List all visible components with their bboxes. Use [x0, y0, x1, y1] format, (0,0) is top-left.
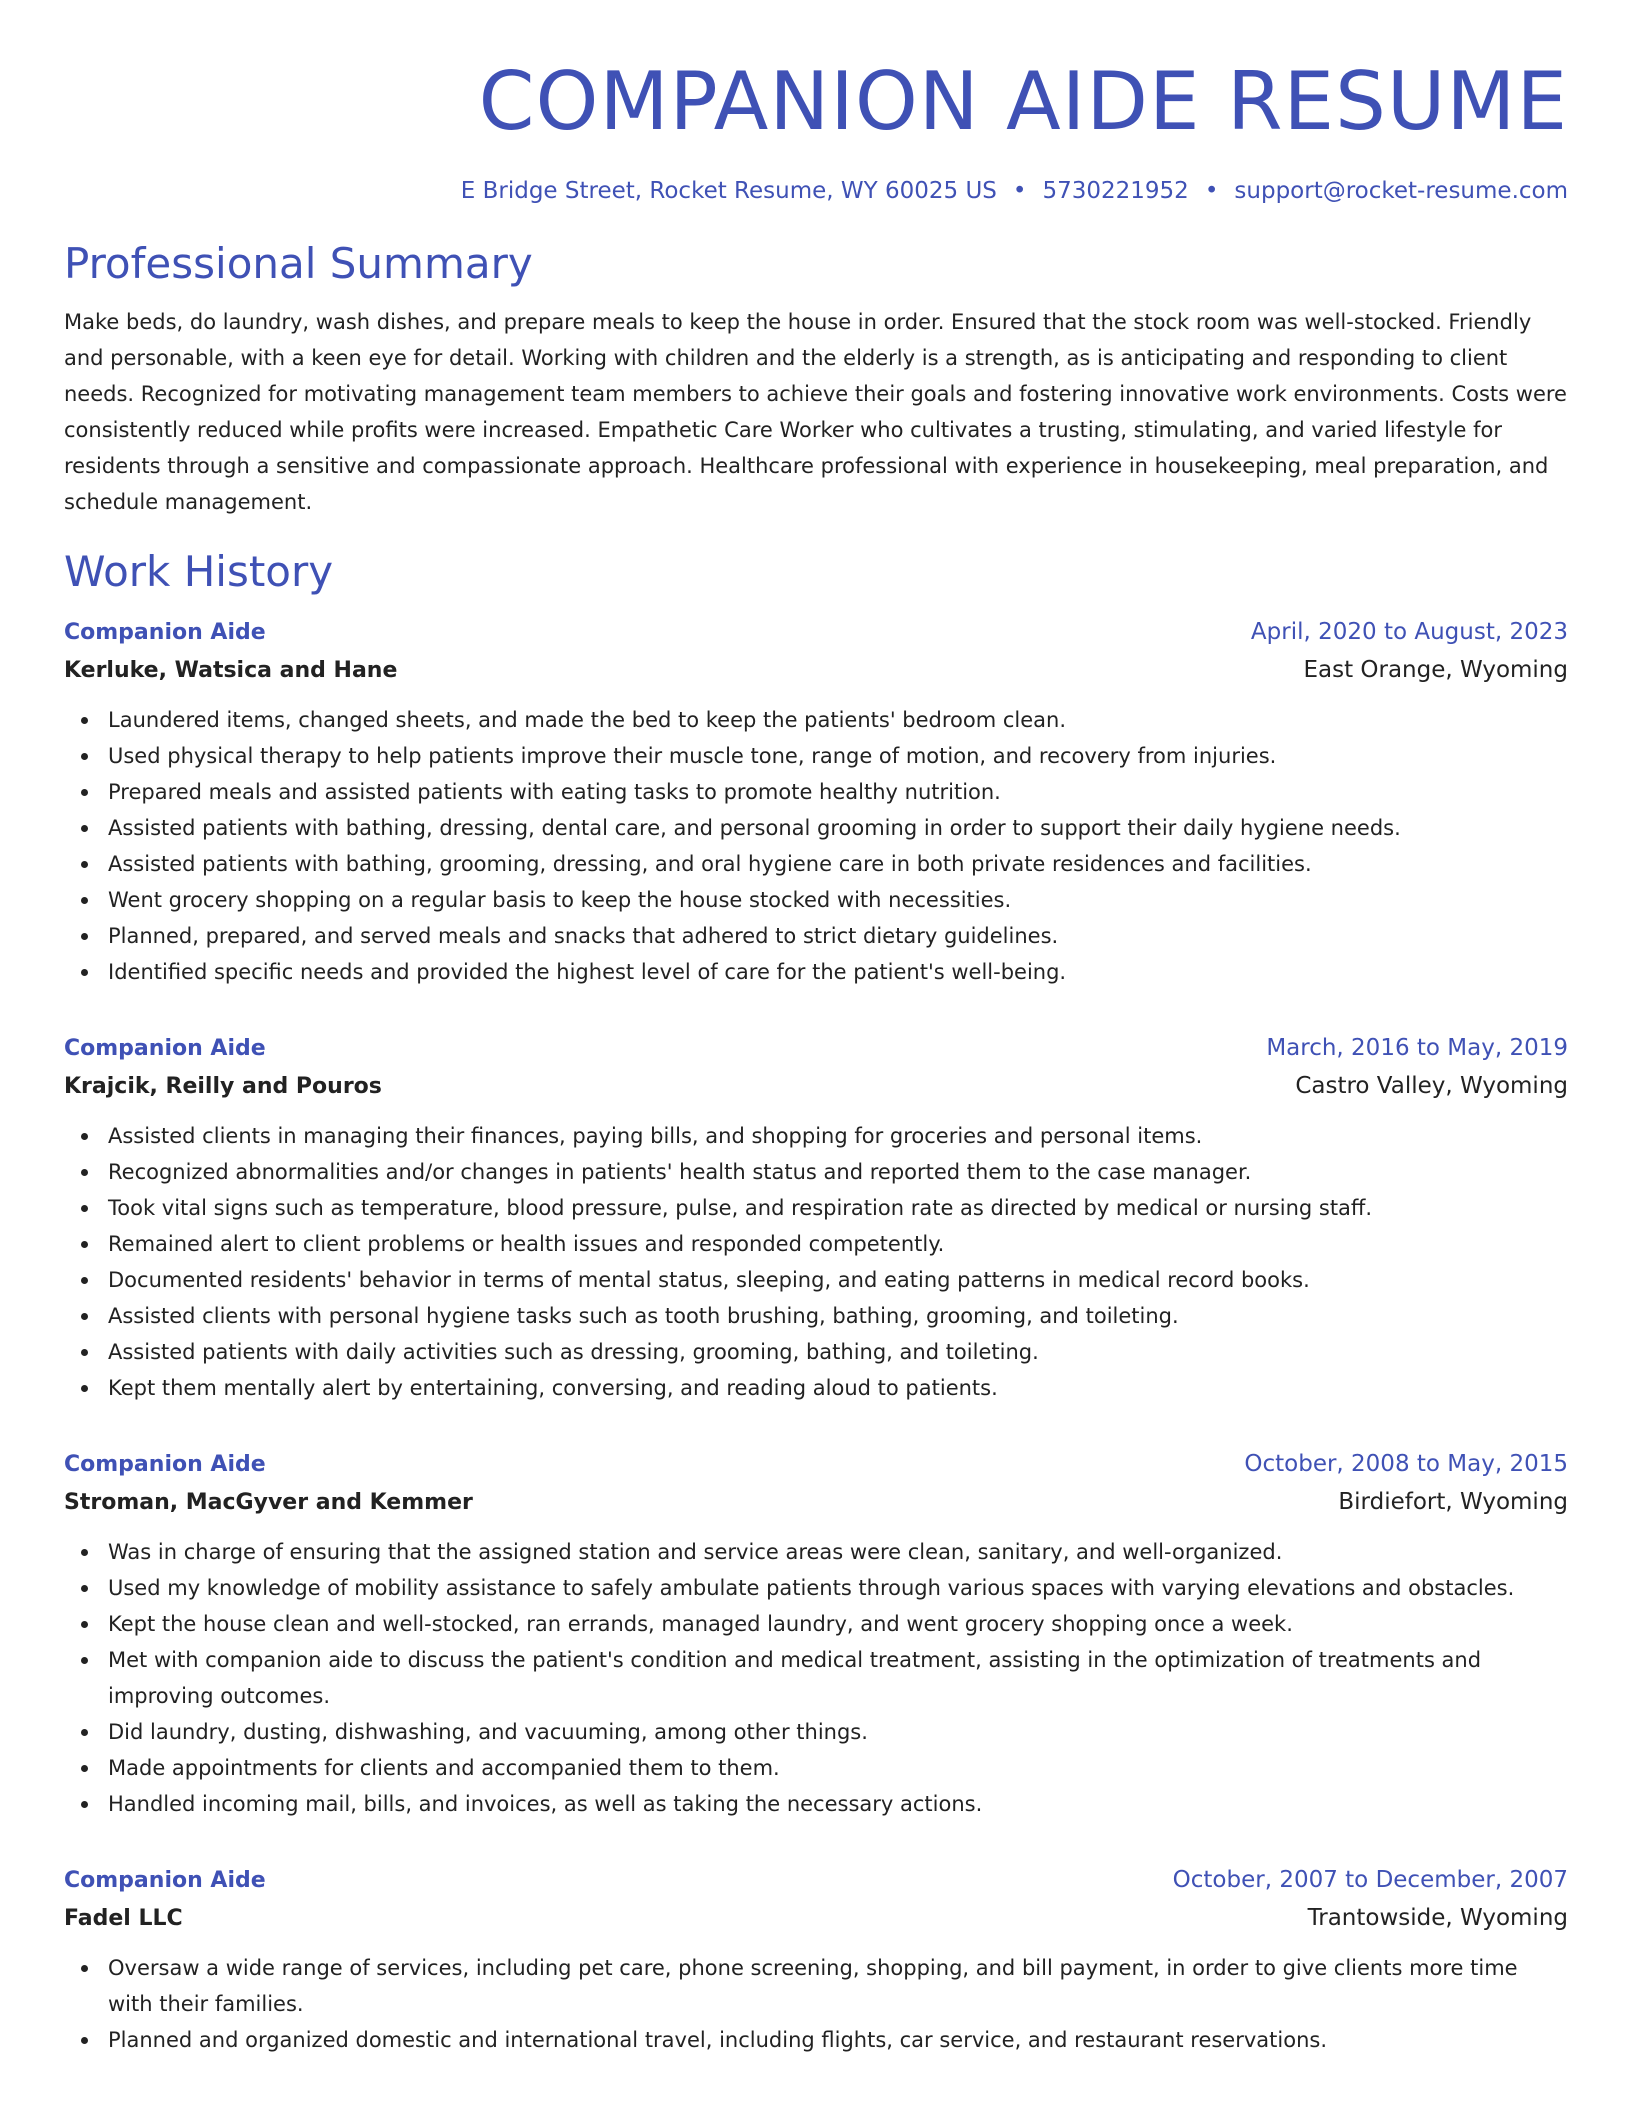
job-company: Fadel LLC — [64, 1906, 183, 1931]
job-location: Birdiefort, Wyoming — [1338, 1489, 1568, 1515]
bullet-item: Identified specific needs and provided the highest level of care for the patient's well-being. — [108, 954, 1568, 990]
bullet-item: Assisted patients with daily activities such as dressing, grooming, bathing, and toileting. — [108, 1334, 1568, 1370]
job-title-row — [64, 614, 1568, 651]
bullet-item: Was in charge of ensuring that the assigned station and service areas were clean, sanitary, and well-organized. — [108, 1534, 1568, 1570]
job-entry — [64, 614, 1568, 990]
bullet-item: Assisted clients with personal hygiene tasks such as tooth brushing, bathing, grooming, and toileting. — [108, 1298, 1568, 1334]
contact-address: E Bridge Street, Rocket Resume, WY 60025 US — [460, 178, 997, 204]
bullet-item: Recognized abnormalities and/or changes in patients' health status and reported them to the case manager. — [108, 1154, 1568, 1190]
job-title: Companion Aide — [64, 1868, 266, 1893]
job-title-row — [64, 1446, 1568, 1483]
job-dates: April, 2020 to August, 2023 — [1250, 619, 1568, 645]
job-company: Stroman, MacGyver and Kemmer — [64, 1490, 473, 1515]
job-company-row — [64, 1067, 1568, 1106]
bullet-item: Took vital signs such as temperature, blood pressure, pulse, and respiration rate as directed by medical or nursing staff. — [108, 1190, 1568, 1226]
contact-email[interactable]: support@rocket-resume.com — [1234, 178, 1568, 204]
bullet-item: Assisted clients in managing their finances, paying bills, and shopping for groceries and personal items. — [108, 1118, 1568, 1154]
bullet-item: Used my knowledge of mobility assistance to safely ambulate patients through various spaces with varying elevations and obstacles. — [108, 1570, 1568, 1606]
summary-heading: Professional Summary — [64, 239, 533, 288]
contact-phone: 5730221952 — [1042, 178, 1189, 204]
job-location: Castro Valley, Wyoming — [1295, 1073, 1568, 1099]
bullet-item: Prepared meals and assisted patients with eating tasks to promote healthy nutrition. — [108, 774, 1568, 810]
job-company-row — [64, 651, 1568, 690]
bullet-item: Used physical therapy to help patients improve their muscle tone, range of motion, and recovery from injuries. — [108, 738, 1568, 774]
job-entry — [64, 1030, 1568, 1406]
bullet-item: Kept the house clean and well-stocked, ran errands, managed laundry, and went grocery shopping once a week. — [108, 1606, 1568, 1642]
bullet-item: Planned and organized domestic and international travel, including flights, car service, and restaurant reservations. — [108, 2022, 1568, 2058]
resume-title: COMPANION AIDE RESUME — [478, 55, 1568, 148]
bullet-item: Went grocery shopping on a regular basis to keep the house stocked with necessities. — [108, 882, 1568, 918]
job-company: Krajcik, Reilly and Pouros — [64, 1074, 382, 1099]
job-company: Kerluke, Watsica and Hane — [64, 658, 398, 683]
contact-separator: • — [1012, 178, 1027, 204]
bullet-item: Documented residents' behavior in terms of mental status, sleeping, and eating patterns in medical record books. — [108, 1262, 1568, 1298]
bullet-item: Planned, prepared, and served meals and snacks that adhered to strict dietary guidelines. — [108, 918, 1568, 954]
summary-text: Make beds, do laundry, wash dishes, and prepare meals to keep the house in order. Ensured that the stock room was well-stocked. Friendly and personable, with a keen eye for detail. Working with children and the elderly is a strength, as is anticipating and responding to client needs. Recognized for motivating management team members to achieve their goals and fostering innovative work environments. Costs were consistently reduced while profits were increased. Empathetic Care Worker who cultivates a trusting, stimulating, and varied lifestyle for residents through a sensitive and compassionate approach. Healthcare professional with experience in housekeeping, meal preparation, and schedule management. — [64, 310, 1567, 514]
job-bullets — [64, 702, 1568, 990]
job-entry — [64, 1446, 1568, 1822]
resume-page — [64, 0, 1568, 2058]
bullet-item: Laundered items, changed sheets, and made the bed to keep the patients' bedroom clean. — [108, 702, 1568, 738]
job-bullets — [64, 1118, 1568, 1406]
job-bullets — [64, 1534, 1568, 1822]
bullet-item: Remained alert to client problems or health issues and responded competently. — [108, 1226, 1568, 1262]
job-company-row — [64, 1483, 1568, 1522]
bullet-item: Made appointments for clients and accompanied them to them. — [108, 1750, 1568, 1786]
job-title-row — [64, 1030, 1568, 1067]
contact-line — [64, 176, 1568, 206]
job-bullets — [64, 1950, 1568, 2058]
bullet-item: Assisted patients with bathing, dressing, dental care, and personal grooming in order to support their daily hygiene needs. — [108, 810, 1568, 846]
job-title-row — [64, 1862, 1568, 1899]
job-company-row — [64, 1899, 1568, 1938]
contact-separator: • — [1204, 178, 1219, 204]
job-location: East Orange, Wyoming — [1303, 657, 1568, 683]
bullet-item: Handled incoming mail, bills, and invoices, as well as taking the necessary actions. — [108, 1786, 1568, 1822]
job-dates: October, 2008 to May, 2015 — [1244, 1451, 1568, 1477]
job-dates: October, 2007 to December, 2007 — [1172, 1867, 1568, 1893]
bullet-item: Oversaw a wide range of services, including pet care, phone screening, shopping, and bill payment, in order to give clients more time with their families. — [108, 1950, 1568, 2022]
job-location: Trantowside, Wyoming — [1307, 1905, 1568, 1931]
job-dates: March, 2016 to May, 2019 — [1266, 1035, 1568, 1061]
bullet-item: Assisted patients with bathing, grooming, dressing, and oral hygiene care in both private residences and facilities. — [108, 846, 1568, 882]
bullet-item: Kept them mentally alert by entertaining, conversing, and reading aloud to patients. — [108, 1370, 1568, 1406]
job-title: Companion Aide — [64, 1452, 266, 1477]
job-title: Companion Aide — [64, 620, 266, 645]
job-entry — [64, 1862, 1568, 2058]
job-title: Companion Aide — [64, 1036, 266, 1061]
work-history-heading: Work History — [64, 547, 334, 596]
bullet-item: Met with companion aide to discuss the patient's condition and medical treatment, assisting in the optimization of treatments and improving outcomes. — [108, 1642, 1568, 1714]
bullet-item: Did laundry, dusting, dishwashing, and vacuuming, among other things. — [108, 1714, 1568, 1750]
